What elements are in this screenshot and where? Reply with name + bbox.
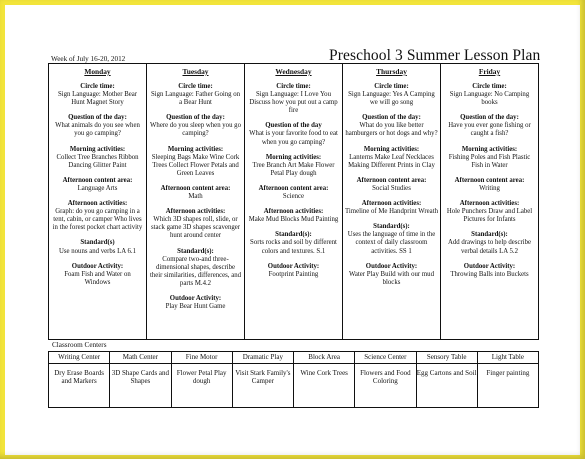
plan-section: [245, 122, 342, 146]
section-heading: Morning activities:: [363, 145, 420, 153]
plan-section: [147, 146, 244, 178]
section-heading: Circle time:: [374, 83, 409, 90]
section-body: Use nouns and verbs LA 6.1: [58, 247, 137, 255]
section-heading: Outdoor Activity:: [463, 262, 516, 270]
plan-section: [49, 200, 146, 232]
centers-label: Classroom Centers: [52, 341, 107, 349]
center-heading: Math Center: [110, 352, 170, 364]
plan-section: [147, 114, 244, 138]
center-column: [294, 352, 355, 407]
classroom-centers-table: [48, 351, 539, 408]
page-title: Preschool 3 Summer Lesson Plan: [329, 47, 541, 64]
plan-section: [147, 295, 244, 311]
section-heading: Morning activities:: [265, 153, 322, 161]
plan-section: [49, 177, 146, 193]
day-heading: Thursday: [376, 67, 407, 76]
section-body: Sign Language: I Love You Discuss how you put out a camp fire: [249, 91, 338, 115]
center-activity: Wine Cork Trees: [300, 369, 348, 377]
plan-section: [343, 146, 440, 170]
center-column: [355, 352, 416, 407]
plan-section: [49, 83, 146, 107]
section-body: Where do you sleep when you go camping?: [150, 122, 241, 138]
section-heading: Question of the day:: [362, 114, 421, 122]
section-heading: Outdoor Activity:: [267, 262, 320, 270]
plan-section: [343, 223, 440, 255]
section-body: What animals do you see when you go camping?: [55, 122, 140, 138]
section-body: Math: [188, 193, 203, 201]
section-heading: Morning activities:: [69, 145, 126, 153]
plan-section: [147, 208, 244, 240]
center-heading: Fine Motor: [172, 352, 232, 364]
day-heading: Friday: [478, 67, 501, 76]
section-heading: Afternoon activities:: [165, 208, 226, 216]
section-body: Throwing Balls into Buckets: [450, 270, 529, 278]
center-activity: Finger painting: [486, 369, 530, 377]
plan-section: [49, 263, 146, 287]
day-column-friday: [441, 64, 538, 339]
section-body: What is your favorite food to eat when you go camping?: [249, 130, 338, 146]
section-body: Graph: do you go camping in a tent, cabin, or camper Who lives in the forest pocket chart activity: [52, 208, 143, 232]
section-heading: Afternoon activities:: [459, 200, 520, 208]
section-heading: Standard(s):: [177, 247, 214, 255]
center-column: [417, 352, 478, 407]
center-activity: Visit Stark Family's Camper: [235, 369, 291, 386]
center-activity: Flower Petal Play dough: [176, 369, 227, 386]
section-heading: Afternoon activities:: [263, 208, 324, 216]
section-body: Sign Language: Mother Bear Hunt Magnet Story: [57, 91, 138, 107]
section-body: Uses the language of time in the context of daily classroom activities. SS 1: [347, 231, 436, 255]
section-body: Footprint Painting: [268, 270, 319, 278]
section-body: Foam Fish and Water on Windows: [64, 270, 131, 286]
center-activity: Egg Cartons and Soil: [416, 369, 477, 377]
day-column-thursday: [343, 64, 441, 339]
day-heading: Tuesday: [182, 67, 209, 76]
plan-section: [441, 231, 538, 255]
section-heading: Standard(s):: [373, 223, 410, 231]
section-heading: Question of the day:: [166, 114, 225, 122]
section-body: Writing: [479, 184, 500, 192]
day-heading: Monday: [84, 67, 111, 76]
section-body: Sorts rocks and soil by different colors and textures. S.1: [250, 239, 337, 255]
plan-section: [49, 114, 146, 138]
section-heading: Afternoon content area:: [454, 176, 525, 184]
section-body: Tree Branch Art Make Flower Petal Play dough: [252, 161, 335, 177]
section-body: Which 3D shapes roll, slide, or stack game 3D shapes scavenger hunt around center: [150, 216, 241, 240]
day-column-tuesday: [147, 64, 245, 339]
center-column: [233, 352, 294, 407]
section-heading: Afternoon activities:: [361, 200, 422, 208]
section-heading: Outdoor Activity:: [365, 262, 418, 270]
section-heading: Morning activities:: [167, 145, 224, 153]
section-heading: Standard(s):: [275, 231, 312, 239]
section-heading: Afternoon content area:: [160, 184, 231, 192]
section-body: Water Play Build with our mud blocks: [349, 270, 434, 286]
section-heading: Circle time:: [80, 83, 115, 90]
center-heading: Writing Center: [49, 352, 109, 364]
plan-section: [343, 263, 440, 287]
plan-section: [49, 146, 146, 170]
plan-section: [147, 185, 244, 201]
plan-section: [245, 263, 342, 279]
section-heading: Outdoor Activity:: [169, 294, 222, 302]
center-activity: 3D Shape Cards and Shapes: [111, 369, 170, 386]
section-body: Lanterns Make Leaf Necklaces Making Different Prints in Clay: [348, 153, 435, 169]
plan-section: [147, 248, 244, 288]
section-body: Sign Language: No Camping books: [449, 91, 530, 107]
center-heading: Sensory Table: [417, 352, 477, 364]
center-heading: Dramatic Play: [233, 352, 293, 364]
plan-section: [245, 83, 342, 115]
section-body: Timeline of Me Handprint Wreath: [345, 208, 438, 216]
section-heading: Afternoon content area:: [258, 184, 329, 192]
weekly-schedule-table: [48, 63, 539, 340]
center-column: [172, 352, 233, 407]
section-body: Science: [282, 193, 305, 201]
plan-section: [441, 146, 538, 170]
center-heading: Block Area: [294, 352, 354, 364]
section-body: Social Studies: [372, 184, 411, 192]
center-heading: Light Table: [478, 352, 538, 364]
center-heading: Science Center: [355, 352, 415, 364]
section-heading: Afternoon content area:: [62, 176, 133, 184]
section-body: Play Bear Hunt Game: [165, 303, 226, 311]
section-heading: Circle time:: [276, 83, 311, 90]
center-column: [49, 352, 110, 407]
center-activity: Flowers and Food Coloring: [360, 369, 411, 386]
section-body: Collect Tree Branches Ribbon Dancing Glitter Paint: [56, 153, 139, 169]
section-heading: Question of the day: [265, 122, 322, 130]
section-body: What do you like better hamburgers or hot dogs and why?: [345, 122, 438, 138]
center-column: [478, 352, 538, 407]
section-body: Fishing Poles and Fish Plastic Fish in Water: [448, 153, 531, 169]
section-body: Make Mud Blocks Mud Painting: [248, 216, 339, 224]
plan-section: [49, 239, 146, 255]
section-heading: Outdoor Activity:: [71, 262, 124, 270]
week-label: Week of July 16-20, 2012: [51, 55, 126, 63]
section-heading: Morning activities:: [461, 145, 518, 153]
plan-section: [147, 83, 244, 107]
plan-section: [245, 185, 342, 201]
section-body: Add drawings to help describe verbal details LA 5.2: [447, 239, 532, 255]
section-body: Have you ever gone fishing or caught a fish?: [448, 122, 531, 138]
plan-section: [343, 177, 440, 193]
plan-section: [441, 263, 538, 279]
section-heading: Afternoon content area:: [356, 176, 427, 184]
section-heading: Circle time:: [472, 83, 507, 90]
section-heading: Afternoon activities:: [67, 200, 128, 208]
plan-section: [441, 114, 538, 138]
plan-section: [343, 83, 440, 107]
plan-section: [343, 114, 440, 138]
center-column: [110, 352, 171, 407]
plan-section: [245, 154, 342, 178]
center-activity: Dry Erase Boards and Markers: [54, 369, 104, 386]
plan-section: [245, 231, 342, 255]
section-body: Sleeping Bags Make Wine Cork Trees Collect Flower Petals and Green Leaves: [151, 153, 240, 177]
plan-section: [343, 200, 440, 216]
plan-section: [441, 83, 538, 107]
day-heading: Wednesday: [275, 67, 312, 76]
day-column-wednesday: [245, 64, 343, 339]
section-heading: Standard(s): [80, 239, 115, 247]
section-body: Sign Language: Yes A Camping we will go song: [348, 91, 435, 107]
section-body: Language Arts: [77, 184, 118, 192]
section-heading: Circle time:: [178, 83, 213, 90]
section-body: Hole Punchers Draw and Label Pictures for Infants: [446, 208, 533, 224]
plan-section: [441, 177, 538, 193]
plan-section: [441, 200, 538, 224]
section-heading: Question of the day:: [68, 114, 127, 122]
plan-section: [245, 208, 342, 224]
section-body: Sign Language: Father Going on a Bear Hunt: [150, 91, 241, 107]
day-column-monday: [49, 64, 147, 339]
section-heading: Standard(s):: [471, 231, 508, 239]
section-heading: Question of the day:: [460, 114, 519, 122]
section-body: Compare two-and three-dimensional shapes, describe their similarities, differences, and parts M.4.2: [149, 255, 242, 287]
